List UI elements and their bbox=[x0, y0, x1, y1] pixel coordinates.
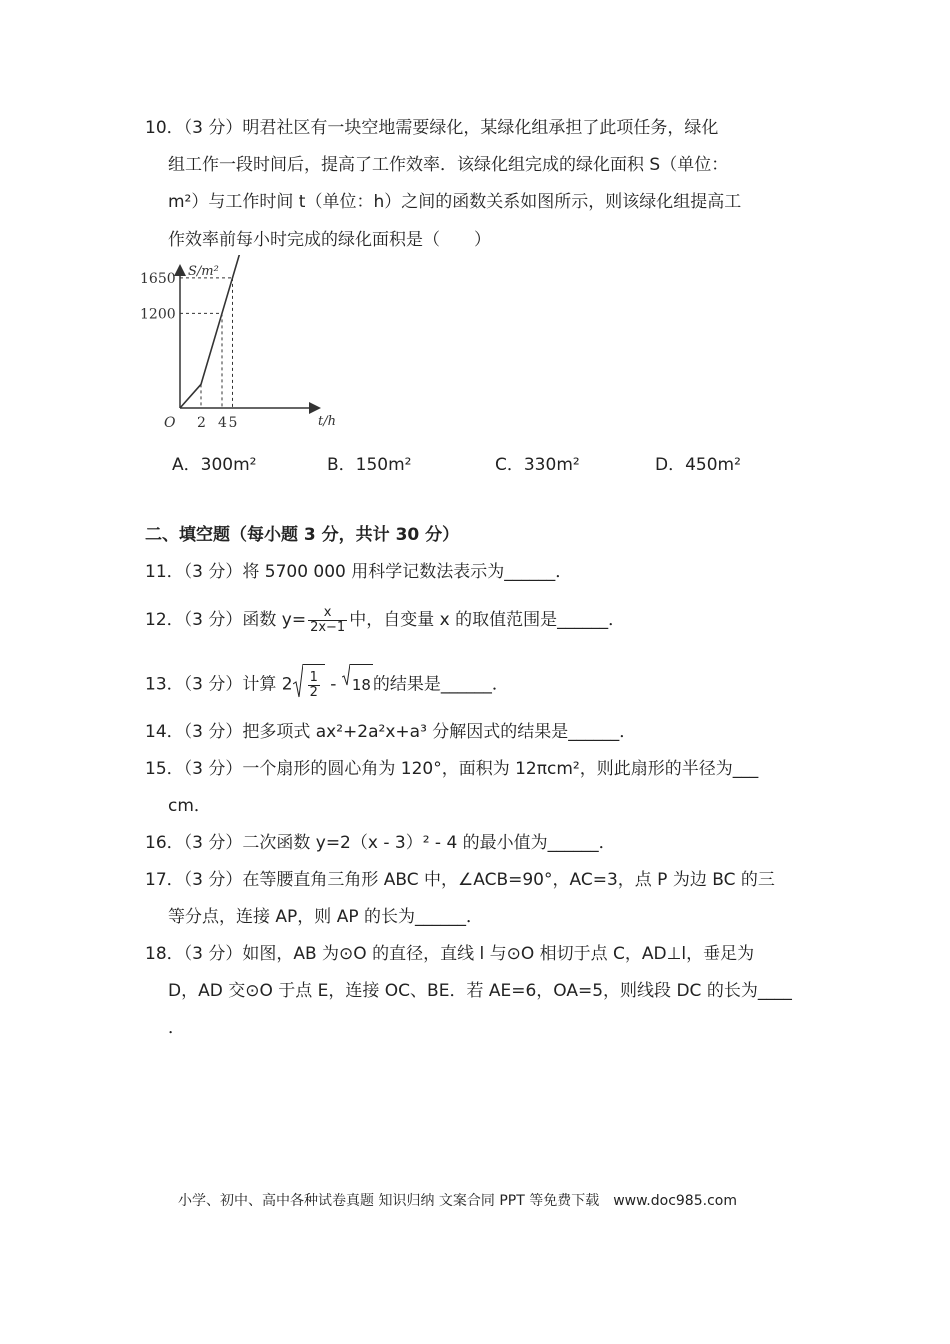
q10-line-1: 10．（3 分）明君社区有一块空地需要绿化，某绿化组承担了此项任务，绿化 bbox=[145, 118, 719, 138]
q15-line-1: 15．（3 分）一个扇形的圆心角为 120°，面积为 12πcm²，则此扇形的半径为___ bbox=[145, 759, 759, 779]
x-tick-label-4: 4 bbox=[218, 415, 227, 431]
q10-graph bbox=[130, 255, 350, 435]
q18-line-1: 18．（3 分）如图，AB 为⊙O 的直径，直线 l 与⊙O 相切于点 C，AD⊥l，垂足为 bbox=[145, 944, 755, 964]
x-tick-label-2: 2 bbox=[197, 415, 206, 431]
q10-line-4: 作效率前每小时完成的绿化面积是（ ） bbox=[168, 230, 491, 250]
q10-line-2: 组工作一段时间后，提高了工作效率．该绿化组完成的绿化面积 S（单位： bbox=[168, 155, 729, 175]
q10-line-3: m²）与工作时间 t（单位：h）之间的函数关系如图所示，则该绿化组提高工 bbox=[168, 192, 742, 212]
q18-line-2: D，AD 交⊙O 于点 E，连接 OC、BE．若 AE=6，OA=5，则线段 DC 的长为____ bbox=[168, 981, 792, 1001]
q13-minus: - bbox=[324, 674, 342, 695]
q13-numerator: 1 bbox=[309, 670, 318, 685]
q13-suffix: 的结果是______． bbox=[372, 674, 509, 695]
q12-prefix: 12．（3 分）函数 y= bbox=[145, 610, 307, 630]
q12-fraction bbox=[308, 606, 347, 635]
q17-line-2: 等分点，连接 AP，则 AP 的长为______． bbox=[168, 907, 483, 927]
q12-denominator: 2x−1 bbox=[310, 619, 346, 635]
option-b[interactable]: B．150m² bbox=[327, 455, 412, 475]
x-tick-label-5: 5 bbox=[228, 415, 238, 431]
section-2-title: 二、填空题（每小题 3 分，共计 30 分） bbox=[145, 525, 460, 545]
q18-line-3: ． bbox=[168, 1018, 185, 1038]
q13-denominator: 2 bbox=[309, 685, 318, 700]
footer-text: 小学、初中、高中各种试卷真题 知识归纳 文案合同 PPT 等免费下载 www.doc985.com bbox=[178, 1193, 737, 1209]
q13-sqrt-fraction bbox=[293, 664, 325, 705]
q17-line-1: 17．（3 分）在等腰直角三角形 ABC 中，∠ACB=90°，AC=3，点 P 为边 BC 的三 bbox=[145, 870, 775, 890]
q13-radicand: 18 bbox=[350, 664, 373, 705]
option-d[interactable]: D．450m² bbox=[655, 455, 741, 475]
y-axis-label: S/m² bbox=[188, 264, 219, 279]
origin-label: O bbox=[164, 415, 176, 431]
q13-prefix: 13．（3 分）计算 2 bbox=[145, 674, 293, 695]
q13 bbox=[145, 664, 509, 705]
q12-suffix: 中，自变量 x 的取值范围是______． bbox=[349, 610, 626, 630]
q14: 14．（3 分）把多项式 ax²+2a²x+a³ 分解因式的结果是______． bbox=[145, 722, 637, 742]
y-tick-label-1200: 1200 bbox=[140, 306, 176, 323]
q13-sqrt-18 bbox=[342, 664, 373, 705]
option-c[interactable]: C．330m² bbox=[495, 455, 580, 475]
q12-numerator: x bbox=[308, 606, 347, 621]
q15-line-2: cm． bbox=[168, 796, 211, 816]
q12 bbox=[145, 604, 625, 636]
option-a[interactable]: A．300m² bbox=[172, 455, 257, 475]
q16: 16．（3 分）二次函数 y=2（x - 3）² - 4 的最小值为______． bbox=[145, 833, 616, 853]
q11: 11．（3 分）将 5700 000 用科学记数法表示为______． bbox=[145, 562, 573, 582]
y-tick-label-1650: 1650 bbox=[140, 270, 176, 287]
x-axis-label: t/h bbox=[318, 414, 336, 429]
